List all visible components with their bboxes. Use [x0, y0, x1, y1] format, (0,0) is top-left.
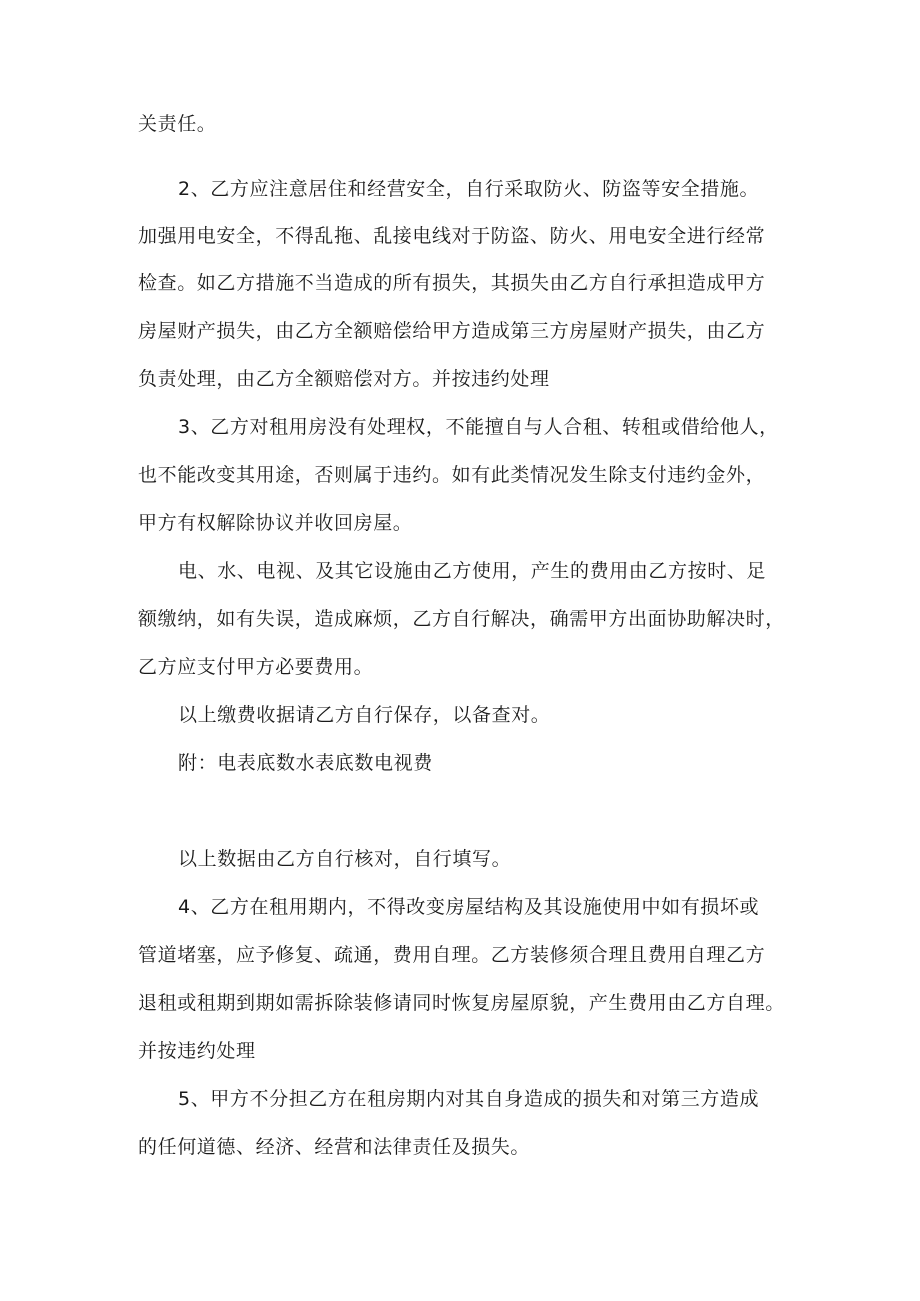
text-line: 负责处理，由乙方全额赔偿对方。并按违约处理 [138, 368, 550, 390]
text-line: 4、乙方在租用期内，不得改变房屋结构及其设施使用中如有损坏或 [178, 896, 760, 918]
text-line: 2、乙方应注意居住和经营安全，自行采取防火、防盗等安全措施。 [178, 178, 760, 200]
text-line: 以上缴费收据请乙方自行保存，以备查对。 [178, 704, 551, 726]
text-line: 的任何道德、经济、经营和法律责任及损失。 [138, 1136, 531, 1158]
text-line: 3、乙方对租用房没有处理权，不能擅自与人合租、转租或借给他人， [178, 416, 779, 438]
text-line: 关责任。 [138, 113, 217, 135]
text-line: 以上数据由乙方自行核对，自行填写。 [178, 848, 512, 870]
text-line: 房屋财产损失，由乙方全额赔偿给甲方造成第三方房屋财产损失，由乙方 [138, 320, 766, 342]
text-line: 附：电表底数水表底数电视费 [178, 752, 433, 774]
text-line: 退租或租期到期如需拆除装修请同时恢复房屋原貌，产生费用由乙方自理。 [138, 992, 785, 1014]
text-line: 并按违约处理 [138, 1040, 256, 1062]
text-line: 加强用电安全，不得乱拖、乱接电线对于防盗、防火、用电安全进行经常 [138, 225, 766, 247]
text-line: 额缴纳，如有失误，造成麻烦，乙方自行解决，确需甲方出面协助解决时， [138, 608, 785, 630]
text-line: 甲方有权解除协议并收回房屋。 [138, 512, 413, 534]
text-line: 电、水、电视、及其它设施由乙方使用，产生的费用由乙方按时、足 [178, 560, 767, 582]
text-line: 乙方应支付甲方必要费用。 [138, 656, 374, 678]
text-line: 检查。如乙方措施不当造成的所有损失，其损失由乙方自行承担造成甲方 [138, 272, 766, 294]
text-line: 管道堵塞，应予修复、疏通，费用自理。乙方装修须合理且费用自理乙方 [138, 944, 766, 966]
text-line: 也不能改变其用途，否则属于违约。如有此类情况发生除支付违约金外， [138, 464, 766, 486]
text-line: 5、甲方不分担乙方在租房期内对其自身造成的损失和对第三方造成 [178, 1088, 760, 1110]
